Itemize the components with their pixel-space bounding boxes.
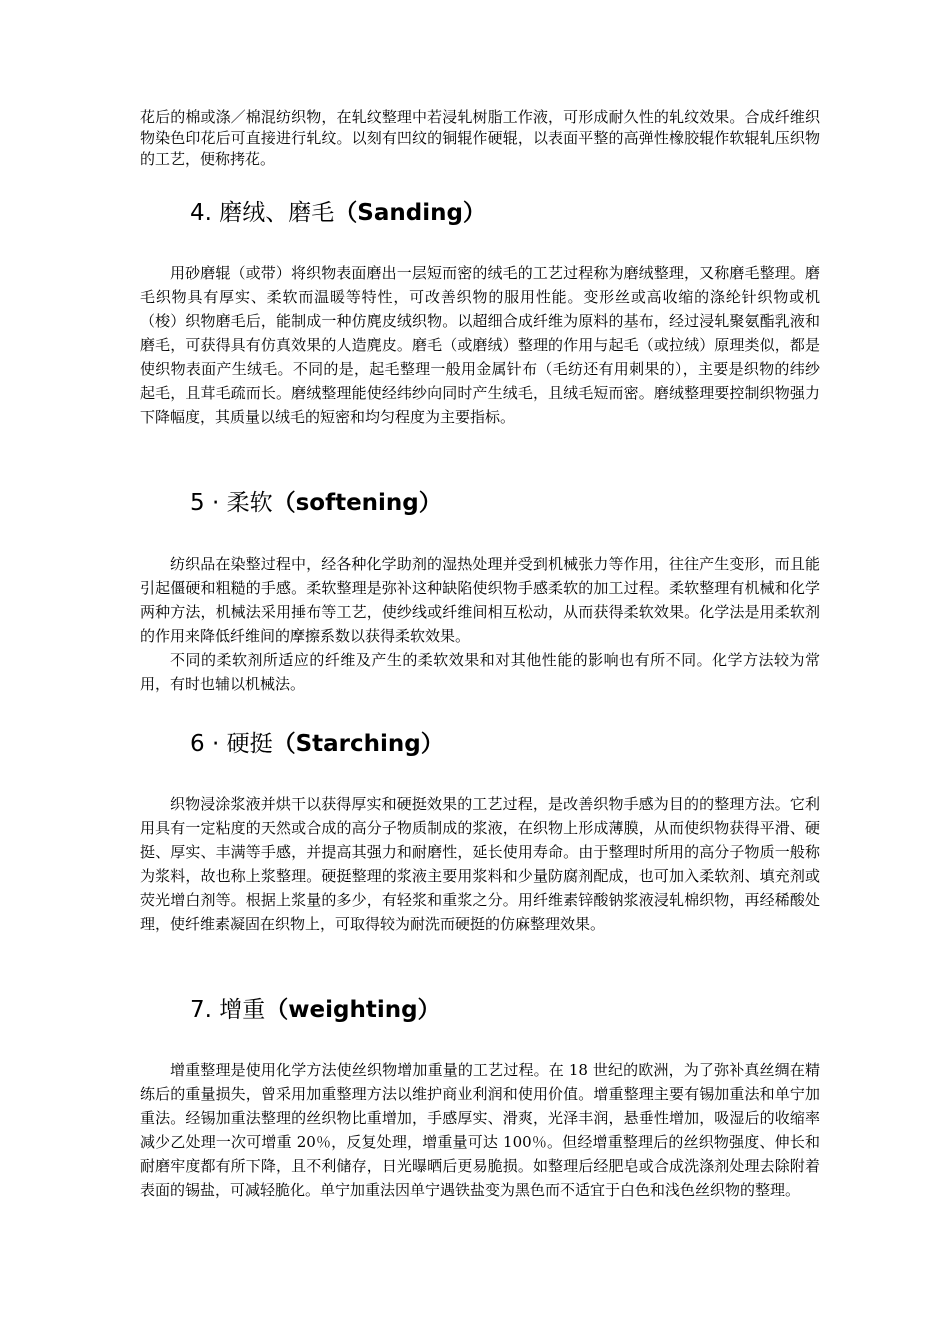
section-body-sanding [140,261,820,429]
section-latin-title: （Starching） [272,731,444,757]
section-body-weighting [140,1058,820,1202]
section-title: 硬挺 [226,731,273,757]
section-latin-title: （Sanding） [334,200,486,226]
section-title: 增重 [219,997,266,1023]
intro-paragraph [140,107,820,170]
section-number: 6 · [190,731,220,757]
intro-text: 花后的棉或涤／棉混纺织物，在轧纹整理中若浸轧树脂工作液，可形成耐久性的轧纹效果。合成纤维织物染色印花后可直接进行轧纹。以刻有凹纹的铜辊作硬辊，以表面平整的高弹性橡胶辊作软辊轧压织物的工艺，便称拷花。 [140,108,820,168]
section-body-softening [140,552,820,696]
section-heading-softening [190,488,442,518]
body-paragraph: 增重整理是使用化学方法使丝织物增加重量的工艺过程。在 18 世纪的欧洲，为了弥补真丝绸在精练后的重量损失，曾采用加重整理方法以维护商业利润和使用价值。增重整理主要有锡加重法和单宁加重法。经锡加重法整理的丝织物比重增加，手感厚实、滑爽，光泽丰润，悬垂性增加，吸湿后的收缩率减少乙处理一次可增重 20％，反复处理，增重量可达 100％。但经增重整理后的丝织物强度、伸长和耐磨牢度都有所下降，且不利储存，日光曝晒后更易脆损。如整理后经肥皂或合成洗涤剂处理去除附着表面的锡盐，可减轻脆化。单宁加重法因单宁遇铁盐变为黑色而不适宜于白色和浅色丝织物的整理。 [140,1061,820,1199]
body-paragraph: 纺织品在染整过程中，经各种化学助剂的湿热处理并受到机械张力等作用，往往产生变形，而且能引起僵硬和粗糙的手感。柔软整理是弥补这种缺陷使织物手感柔软的加工过程。柔软整理有机械和化学两种方法，机械法采用捶布等工艺，使纱线或纤维间相互松动，从而获得柔软效果。化学法是用柔软剂的作用来降低纤维间的摩擦系数以获得柔软效果。 [140,555,820,645]
section-heading-sanding [190,198,486,228]
section-heading-starching [190,729,444,759]
section-latin-title: （softening） [272,490,442,516]
section-number: 4. [190,200,212,226]
body-paragraph: 不同的柔软剂所适应的纤维及产生的柔软效果和对其他性能的影响也有所不同。化学方法较为常用，有时也辅以机械法。 [140,651,820,693]
section-heading-weighting [190,995,441,1025]
section-body-starching [140,792,820,936]
body-paragraph: 用砂磨辊（或带）将织物表面磨出一层短而密的绒毛的工艺过程称为磨绒整理，又称磨毛整理。磨毛织物具有厚实、柔软而温暖等特性，可改善织物的服用性能。变形丝或高收缩的涤纶针织物或机（梭）织物磨毛后，能制成一种仿麂皮绒织物。以超细合成纤维为原料的基布，经过浸轧聚氨酯乳液和磨毛，可获得具有仿真效果的人造麂皮。磨毛（或磨绒）整理的作用与起毛（或拉绒）原理类似，都是使织物表面产生绒毛。不同的是，起毛整理一般用金属针布（毛纺还有用刺果的），主要是织物的纬纱起毛，且茸毛疏而长。磨绒整理能使经纬纱向同时产生绒毛，且绒毛短而密。磨绒整理要控制织物强力下降幅度，其质量以绒毛的短密和均匀程度为主要指标。 [140,264,820,426]
section-title: 磨绒、磨毛 [219,200,335,226]
section-number: 5 · [190,490,220,516]
section-title: 柔软 [226,490,273,516]
section-latin-title: （weighting） [265,997,441,1023]
section-number: 7. [190,997,212,1023]
body-paragraph: 织物浸涂浆液并烘干以获得厚实和硬挺效果的工艺过程，是改善织物手感为目的的整理方法。它利用具有一定粘度的天然或合成的高分子物质制成的浆液，在织物上形成薄膜，从而使织物获得平滑、硬挺、厚实、丰满等手感，并提高其强力和耐磨性，延长使用寿命。由于整理时所用的高分子物质一般称为浆料，故也称上浆整理。硬挺整理的浆液主要用浆料和少量防腐剂配成，也可加入柔软剂、填充剂或荧光增白剂等。根据上浆量的多少，有轻浆和重浆之分。用纤维素锌酸钠浆液浸轧棉织物，再经稀酸处理，使纤维素凝固在织物上，可取得较为耐洗而硬挺的仿麻整理效果。 [140,795,820,933]
